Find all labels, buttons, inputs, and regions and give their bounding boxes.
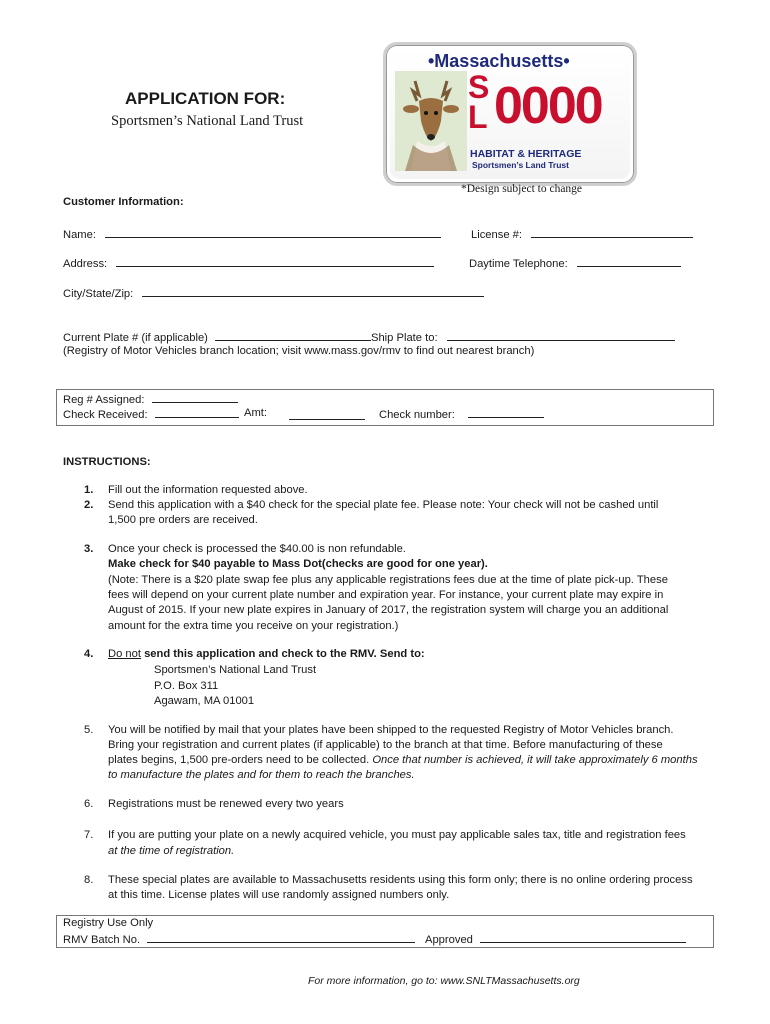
amt-label: Amt: <box>244 407 267 419</box>
instruction-3-note-2: fees will depend on your current plate number and expiration year. For instance, your current plate may expire in <box>108 589 664 601</box>
current-plate-label: Current Plate # (if applicable) <box>63 332 208 344</box>
name-field[interactable] <box>105 227 441 238</box>
deer-icon <box>395 71 467 171</box>
mail-address-line3: Agawam, MA 01001 <box>154 695 255 707</box>
check-row <box>63 407 239 421</box>
plate-letter-l: L <box>468 99 488 135</box>
instruction-8-cont: at this time. License plates will use randomly assigned numbers only. <box>108 889 450 901</box>
instruction-8: 8. These special plates are available to Massachusetts residents using this form only; there is no online ordering process <box>84 874 693 886</box>
mail-address-line1: Sportsmen’s National Land Trust <box>154 664 317 676</box>
license-field[interactable] <box>531 227 693 238</box>
plate-state: •Massachusetts• <box>428 51 570 71</box>
address-field[interactable] <box>116 256 434 267</box>
approved-row <box>425 932 686 946</box>
reg-label: Reg # Assigned: <box>63 394 145 406</box>
instruction-5-cont-3: to manufacture the plates and for them to reach the branches. <box>108 769 415 781</box>
city-row <box>63 286 484 300</box>
instruction-6: 6. Registrations must be renewed every two years <box>84 798 344 810</box>
registry-note: (Registry of Motor Vehicles branch location; visit www.mass.gov/rmv to find out nearest branch) <box>63 345 535 357</box>
city-field[interactable] <box>142 286 484 297</box>
license-label: License #: <box>471 229 522 241</box>
address-row <box>63 256 434 270</box>
address-label: Address: <box>63 258 108 270</box>
check-label: Check Received: <box>63 409 148 421</box>
instruction-2: 2. Send this application with a $40 check for the special plate fee. Please note: Your check will not be cashed until <box>84 499 659 511</box>
amt-field[interactable] <box>289 409 365 420</box>
plate-letter-s: S <box>468 69 490 105</box>
instruction-3-note-1: (Note: There is a $20 plate swap fee plus any applicable registrations fees due at the time of plate pick-up. These <box>108 574 668 586</box>
instruction-4: 4. Do not send this application and check to the RMV. Send to: <box>84 648 425 660</box>
instruction-7-cont: at the time of registration. <box>108 845 235 857</box>
plate-number: 0000 <box>494 77 602 135</box>
batch-label: RMV Batch No. <box>63 934 141 946</box>
approved-label: Approved <box>425 934 473 946</box>
plate-line2: Sportsmen’s Land Trust <box>472 160 569 170</box>
instruction-5: 5. You will be notified by mail that your plates have been shipped to the requested Registry of Motor Vehicles branch. <box>84 724 674 736</box>
instruction-2-cont: 1,500 pre orders are received. <box>108 514 258 526</box>
do-not-text: Do not <box>108 648 141 660</box>
batch-field[interactable] <box>147 932 415 943</box>
instructions-heading: INSTRUCTIONS: <box>63 456 151 468</box>
check-field[interactable] <box>155 407 239 418</box>
page-title: APPLICATION FOR: <box>125 89 286 108</box>
instruction-3-note-4: amount for the extra time you receive on your registration.) <box>108 620 399 632</box>
ship-field[interactable] <box>447 330 675 341</box>
footer-info: For more information, go to: www.SNLTMassachusetts.org <box>308 975 580 987</box>
license-plate-image <box>383 42 637 186</box>
instruction-5-cont-2: plates begins, 1,500 pre-orders need to be collected. Once that number is achieved, it will take approximately 6 months <box>108 754 698 766</box>
page-subtitle: Sportsmen’s National Land Trust <box>111 113 304 129</box>
ship-label: Ship Plate to: <box>371 332 438 344</box>
license-row <box>471 227 693 241</box>
batch-row <box>63 932 415 946</box>
name-label: Name: <box>63 229 96 241</box>
phone-row <box>469 256 681 270</box>
instruction-1: 1. Fill out the information requested above. <box>84 484 308 496</box>
check-number-label: Check number: <box>379 409 455 421</box>
instruction-5-cont-1: Bring your registration and current plates (if applicable) to the branch at that time. Before manufacturing of these <box>108 739 663 751</box>
reg-field[interactable] <box>152 392 238 403</box>
instruction-7: 7. If you are putting your plate on a newly acquired vehicle, you must pay applicable sales tax, title and registration fees <box>84 829 686 841</box>
phone-field[interactable] <box>577 256 681 267</box>
name-row <box>63 227 441 241</box>
current-plate-field[interactable] <box>215 330 371 341</box>
design-note: *Design subject to change <box>461 183 583 195</box>
check-number-row <box>379 407 544 421</box>
plate-line1: HABITAT & HERITAGE <box>470 148 582 160</box>
instruction-3-payable: Make check for $40 payable to Mass Dot(checks are good for one year). <box>108 558 488 570</box>
current-plate-row <box>63 330 675 344</box>
instruction-3-note-3: August of 2015. If your new plate expires in January of 2017, the registration system will charge you an additional <box>108 604 669 616</box>
city-label: City/State/Zip: <box>63 288 134 300</box>
check-number-field[interactable] <box>468 407 544 418</box>
mail-address-line2: P.O. Box 311 <box>154 680 219 692</box>
approved-field[interactable] <box>480 932 686 943</box>
phone-label: Daytime Telephone: <box>469 258 568 270</box>
registry-use-label: Registry Use Only <box>63 917 154 929</box>
customer-info-heading: Customer Information: <box>63 196 184 208</box>
reg-row <box>63 392 238 406</box>
instruction-3: 3. Once your check is processed the $40.00 is non refundable. <box>84 543 406 555</box>
